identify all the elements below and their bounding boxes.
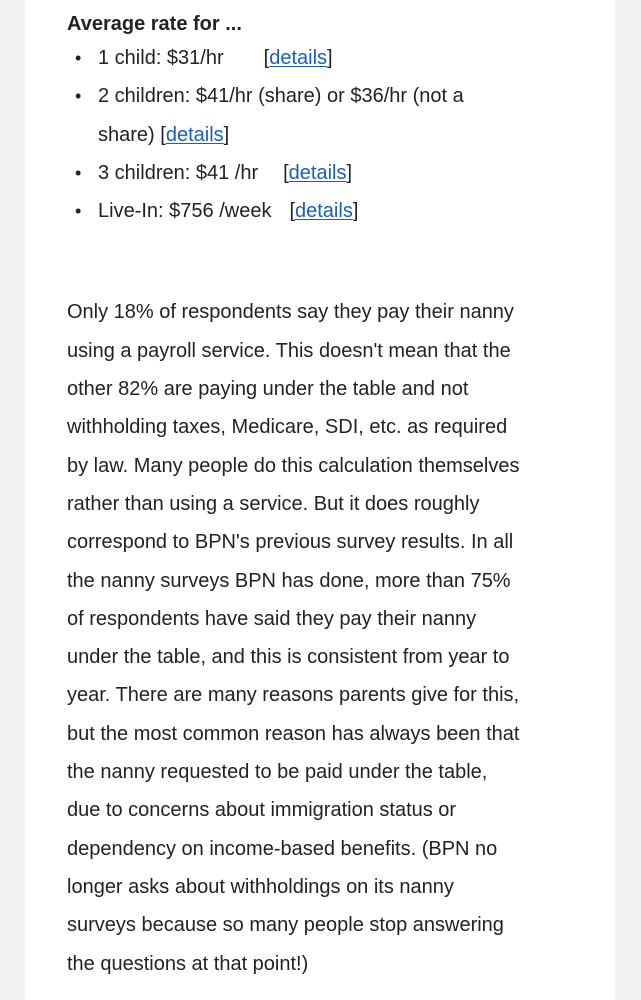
details-link[interactable]: details	[269, 47, 328, 69]
bullet-icon: •	[75, 86, 82, 107]
bullet-icon: •	[75, 48, 82, 68]
details-link[interactable]: details	[165, 123, 224, 146]
rates-list	[67, 39, 587, 230]
rate-item-live-in: • Live-In: $756 /week [details]	[67, 192, 587, 230]
paragraph-line: other 82% are paying under the table and not	[67, 378, 469, 401]
paragraph-line: due to concerns about immigration status or	[67, 799, 457, 822]
paragraph-line: using a payroll service. This doesn't mean that the	[67, 339, 511, 362]
paragraph-line: the nanny requested to be paid under the table,	[67, 761, 488, 784]
paragraph-line: of respondents have said they pay their nanny	[67, 607, 477, 630]
payroll-paragraph	[67, 293, 587, 982]
article-card	[25, 0, 615, 1000]
paragraph-line: year. There are many reasons parents give for this,	[67, 684, 520, 707]
paragraph-line: by law. Many people do this calculation themselves	[67, 454, 520, 477]
bullet-icon: •	[75, 201, 82, 222]
paragraph-line: surveys because so many people stop answering	[67, 914, 504, 937]
rate-label: 3 children: $41 /hr	[98, 161, 259, 184]
paragraph-line: correspond to BPN's previous survey results. In all	[67, 531, 514, 554]
bullet-icon: •	[75, 162, 82, 183]
rate-item-3-children: • 3 children: $41 /hr [details]	[67, 154, 587, 192]
paragraph-line: longer asks about withholdings on its nanny	[67, 875, 454, 898]
details-link[interactable]: details	[288, 161, 347, 184]
article-content	[67, 9, 587, 983]
details-link[interactable]: details	[295, 200, 353, 223]
rate-label-line-1: 2 children: $41/hr (share) or $36/hr (not a	[98, 85, 464, 108]
rate-item-1-child: • 1 child: $31/hr [details]	[67, 39, 587, 77]
paragraph-line: withholding taxes, Medicare, SDI, etc. as required	[67, 416, 508, 439]
rate-item-2-children: • 2 children: $41/hr (share) or $36/hr (not a share) [details]	[67, 77, 587, 154]
paragraph-line: rather than using a service. But it does roughly	[67, 492, 480, 515]
paragraph-line: the questions at that point!)	[67, 952, 309, 975]
paragraph-line: dependency on income-based benefits. (BPN no	[67, 837, 498, 860]
paragraph-line: under the table, and this is consistent from year to	[67, 646, 510, 669]
paragraph-line: the nanny surveys BPN has done, more than 75%	[67, 569, 511, 592]
paragraph-line: Only 18% of respondents say they pay their nanny	[67, 301, 514, 324]
rates-heading: Average rate for ...	[67, 13, 242, 35]
rate-label-line-2: share)	[98, 123, 155, 146]
paragraph-line: but the most common reason has always been that	[67, 722, 520, 745]
rate-label: 1 child: $31/hr	[98, 47, 224, 69]
rate-label: Live-In: $756 /week	[98, 200, 272, 223]
